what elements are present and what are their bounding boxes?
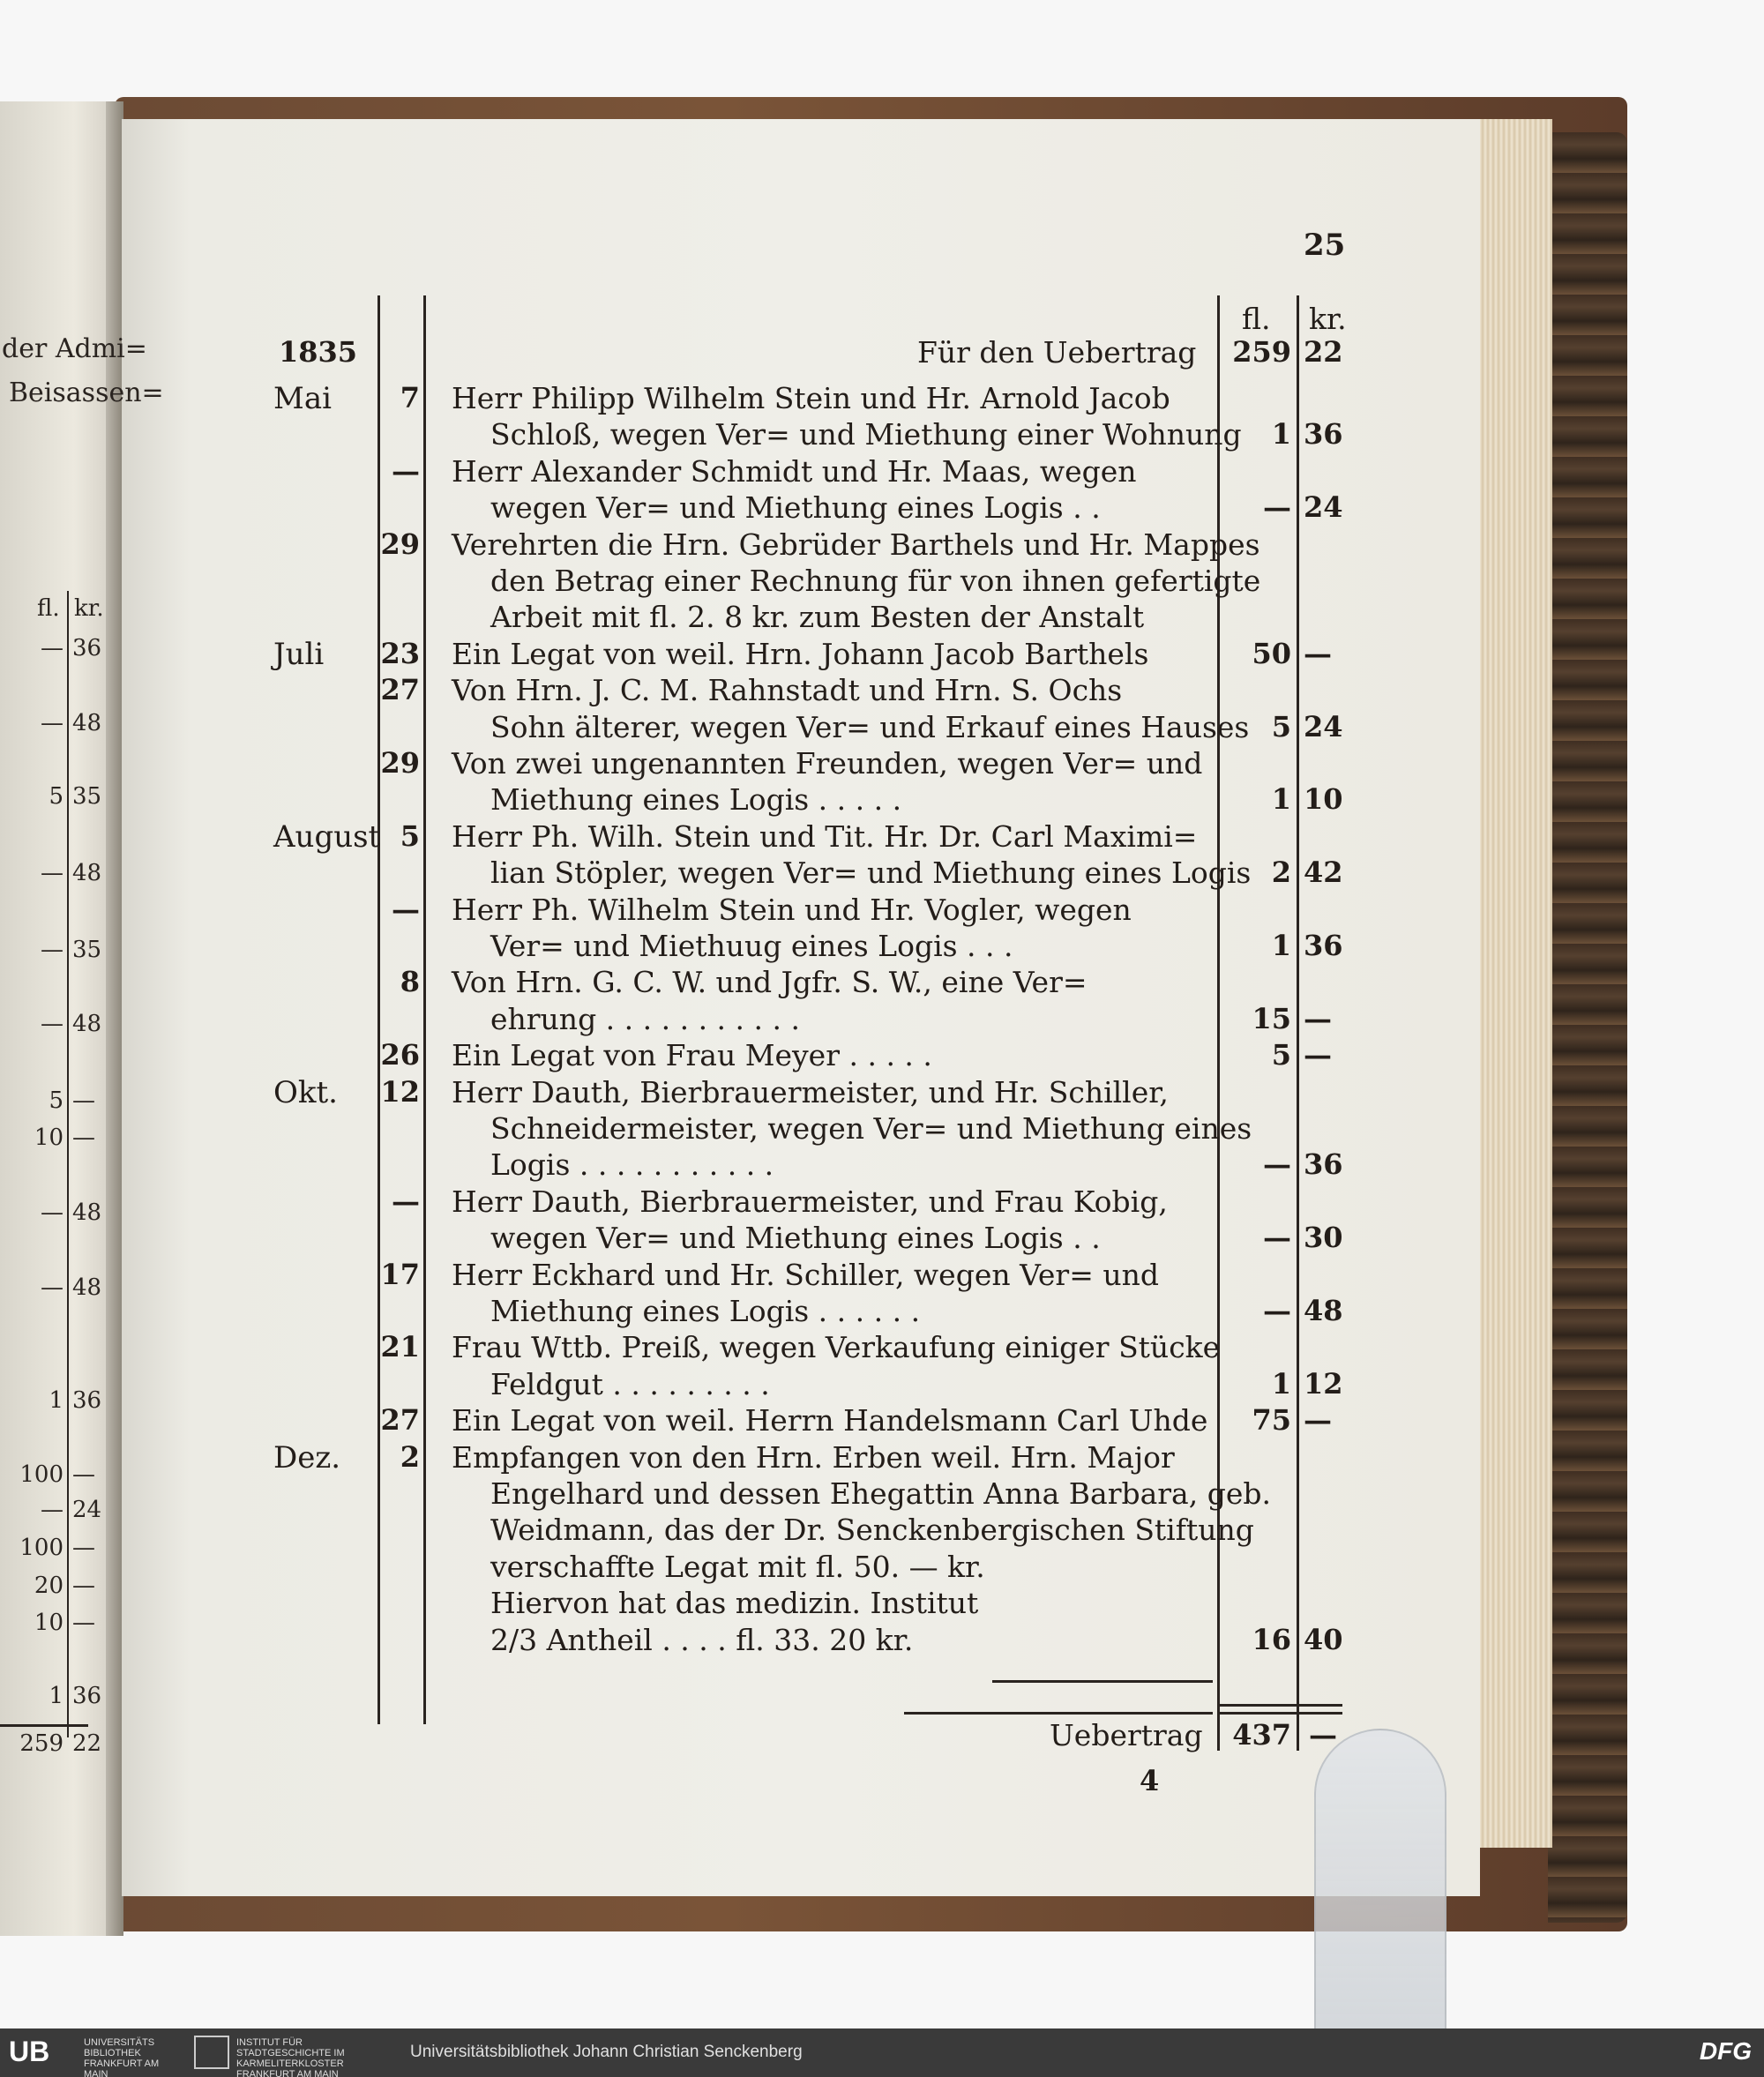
entry-text-line: Von zwei ungenannten Freunden, wegen Ver= und xyxy=(452,746,1203,781)
entry-day: 5 xyxy=(400,818,420,853)
entry-text-line: Herr Dauth, Bierbrauermeister, und Frau Kobig, xyxy=(452,1184,1168,1219)
left-row-fl: 1 xyxy=(49,1683,64,1709)
left-row-kr: 48 xyxy=(72,1011,102,1037)
entry-text-line: Miethung eines Logis . . . . . xyxy=(490,782,902,818)
bookmark-strip xyxy=(1314,1729,1446,2046)
footer-bar xyxy=(0,2028,1764,2077)
left-row-fl: — xyxy=(41,937,64,963)
left-page-gutter xyxy=(106,101,123,1936)
entry-text-line: Ein Legat von weil. Herrn Handelsmann Carl Uhde xyxy=(452,1403,1208,1438)
entry-amount-fl: — xyxy=(1263,1147,1291,1182)
signature-mark: 4 xyxy=(1140,1764,1160,1797)
entry-amount-kr: 36 xyxy=(1304,929,1343,962)
carry-in-fl: 259 xyxy=(1232,335,1291,369)
entry-amount-kr: — xyxy=(1304,1403,1332,1438)
entry-amount-fl: — xyxy=(1263,1294,1291,1327)
left-row-fl: — xyxy=(41,635,64,661)
left-row-kr: — xyxy=(72,1610,95,1636)
total-rule-amount-1 xyxy=(1217,1704,1342,1707)
entry-amount-kr: — xyxy=(1304,636,1332,670)
entry-text-line: Schloß, wegen Ver= und Miethung einer Wohnung xyxy=(490,417,1242,452)
entry-amount-fl: — xyxy=(1263,1221,1291,1255)
entry-day: 12 xyxy=(380,1074,420,1109)
entry-text-line: wegen Ver= und Miethung eines Logis . . xyxy=(490,1221,1101,1256)
left-row-kr: — xyxy=(72,1535,95,1561)
entry-amount-fl: 1 xyxy=(1271,929,1291,962)
left-row-kr: 36 xyxy=(72,1683,102,1709)
entry-amount-fl: 1 xyxy=(1271,782,1291,817)
entry-text-line: Sohn älterer, wegen Ver= und Erkauf eines Hauses xyxy=(490,709,1250,744)
library-name: Universitätsbibliothek Johann Christian Senckenberg xyxy=(410,2043,803,2061)
entry-text-line: Herr Ph. Wilh. Stein und Tit. Hr. Dr. Carl Maximi= xyxy=(452,818,1198,854)
left-row-fl: 20 xyxy=(34,1573,64,1599)
left-row-kr: — xyxy=(72,1461,95,1488)
left-row-kr: 35 xyxy=(72,783,102,810)
entry-day: — xyxy=(392,1184,420,1218)
left-row-kr: 48 xyxy=(72,1274,102,1301)
total-rule xyxy=(904,1712,1213,1715)
year-label: 1835 xyxy=(279,335,358,369)
left-col-kr-header: kr. xyxy=(74,595,104,622)
entry-month: Okt. xyxy=(273,1074,338,1110)
entry-amount-fl: 1 xyxy=(1271,417,1291,452)
left-row-fl: — xyxy=(41,1497,64,1523)
entry-text-line: Engelhard und dessen Ehegattin Anna Barbara, geb. xyxy=(490,1476,1271,1511)
entry-amount-kr: 48 xyxy=(1304,1294,1343,1327)
entry-day: 17 xyxy=(380,1257,420,1291)
entry-text-line: lian Stöpler, wegen Ver= und Miethung eines Logis xyxy=(490,855,1252,891)
entry-text-line: verschaffte Legat mit fl. 50. — kr. xyxy=(490,1549,985,1584)
left-row-kr: 48 xyxy=(72,710,102,736)
entry-amount-fl: 2 xyxy=(1271,855,1291,890)
column-header-kr: kr. xyxy=(1309,302,1347,336)
book-spine-edge xyxy=(1548,132,1627,1923)
left-row-fl: 5 xyxy=(49,783,64,810)
entry-day: — xyxy=(392,892,420,926)
entry-text-line: Herr Philipp Wilhelm Stein und Hr. Arnold Jacob xyxy=(452,381,1170,415)
entry-amount-kr: 42 xyxy=(1304,855,1343,890)
entry-text-line: Schneidermeister, wegen Ver= und Miethung eines xyxy=(490,1111,1252,1146)
entry-text-line: Logis . . . . . . . . . . . xyxy=(490,1147,774,1183)
entry-day: 27 xyxy=(380,1403,420,1438)
left-row-fl: — xyxy=(41,1199,64,1226)
entry-month: Juli xyxy=(273,636,325,672)
total-rule-amount-2 xyxy=(1217,1712,1342,1715)
entry-text-line: Hiervon hat das medizin. Institut xyxy=(490,1586,979,1621)
left-row-fl: 1 xyxy=(49,1387,64,1414)
left-row-fl: — xyxy=(41,860,64,886)
entry-text-line: Empfangen von den Hrn. Erben weil. Hrn. Major xyxy=(452,1439,1175,1475)
left-row-fl: 100 xyxy=(19,1535,64,1561)
institute-logo-icon xyxy=(194,2036,229,2069)
entry-text-line: Ver= und Miethuug eines Logis . . . xyxy=(490,929,1013,963)
entry-text-line: Feldgut . . . . . . . . . xyxy=(490,1366,770,1401)
dfg-logo: DFG xyxy=(1699,2037,1752,2065)
entry-text-line: 2/3 Antheil . . . . fl. 33. 20 kr. xyxy=(490,1622,914,1657)
left-row-fl: 10 xyxy=(34,1610,64,1636)
entry-amount-kr: — xyxy=(1304,1038,1332,1072)
entry-text-line: Ein Legat von Frau Meyer . . . . . xyxy=(452,1038,932,1073)
entry-amount-kr: 30 xyxy=(1304,1221,1343,1255)
carry-in-kr: 22 xyxy=(1304,335,1343,369)
left-row-kr: 36 xyxy=(72,1387,102,1414)
left-page-heading-1: der Admi= xyxy=(2,333,147,364)
entry-amount-kr: 10 xyxy=(1304,782,1343,817)
entry-text-line: den Betrag einer Rechnung für von ihnen gefertigte xyxy=(490,564,1261,598)
entry-month: August xyxy=(273,818,381,855)
column-header-fl: fl. xyxy=(1242,302,1271,336)
entry-amount-kr: 12 xyxy=(1304,1366,1343,1401)
entry-day: 29 xyxy=(380,746,420,780)
left-row-kr: — xyxy=(72,1087,95,1114)
left-row-kr: 48 xyxy=(72,1199,102,1226)
left-row-kr: — xyxy=(72,1124,95,1151)
entry-day: 27 xyxy=(380,673,420,707)
day-column-right-rule xyxy=(423,295,426,1724)
entry-text-line: Von Hrn. J. C. M. Rahnstadt und Hrn. S. Ochs xyxy=(452,673,1123,708)
entry-amount-fl: 5 xyxy=(1271,709,1291,743)
entry-text-line: Miethung eines Logis . . . . . . xyxy=(490,1294,921,1328)
entry-day: 7 xyxy=(400,381,420,415)
left-row-fl: — xyxy=(41,710,64,736)
entry-text-line: Herr Ph. Wilhelm Stein und Hr. Vogler, wegen xyxy=(452,892,1132,927)
entry-month: Mai xyxy=(273,381,332,416)
entry-day: 21 xyxy=(380,1330,420,1364)
entry-text-line: Verehrten die Hrn. Gebrüder Barthels und Hr. Mappes xyxy=(452,527,1260,562)
left-row-fl: — xyxy=(41,1274,64,1301)
carry-in-label: Für den Uebertrag xyxy=(917,335,1197,370)
left-col-fl-header: fl. xyxy=(37,595,60,622)
entry-amount-fl: 5 xyxy=(1271,1038,1291,1072)
entry-amount-fl: 15 xyxy=(1252,1001,1291,1035)
entry-text-line: Weidmann, das der Dr. Senckenbergischen Stiftung xyxy=(490,1513,1254,1548)
entry-day: 8 xyxy=(400,965,420,999)
entry-amount-fl: 16 xyxy=(1252,1622,1291,1656)
left-row-kr: 36 xyxy=(72,635,102,661)
ub-logo: UB xyxy=(9,2036,50,2067)
left-row-fl: — xyxy=(41,1011,64,1037)
entry-text-line: wegen Ver= und Miethung eines Logis . . xyxy=(490,490,1101,526)
page-number: 25 xyxy=(1304,228,1346,263)
left-row-fl: 10 xyxy=(34,1124,64,1151)
entry-text-line: Von Hrn. G. C. W. und Jgfr. S. W., eine Ver= xyxy=(452,965,1088,1000)
institute-name: INSTITUT FÜR STADTGESCHICHTE IM KARMELITERKLOSTER FRANKFURT AM MAIN xyxy=(236,2037,345,2077)
entry-day: 29 xyxy=(380,527,420,561)
entry-text-line: Frau Wttb. Preiß, wegen Verkaufung einiger Stücke xyxy=(452,1330,1221,1365)
entry-text-line: Herr Eckhard und Hr. Schiller, wegen Ver= und xyxy=(452,1257,1159,1292)
entry-day: 26 xyxy=(380,1038,420,1072)
day-column-left-rule xyxy=(377,295,380,1724)
left-row-fl: 100 xyxy=(19,1461,64,1488)
entry-day: 23 xyxy=(380,636,420,670)
entry-text-line: Herr Alexander Schmidt und Hr. Maas, wegen xyxy=(452,453,1137,489)
left-row-fl: 259 xyxy=(19,1730,64,1757)
entry-text-line: ehrung . . . . . . . . . . . xyxy=(490,1001,800,1036)
entry-day: — xyxy=(392,453,420,488)
carry-out-kr: — xyxy=(1309,1718,1337,1752)
entry-amount-kr: — xyxy=(1304,1001,1332,1035)
left-row-kr: 24 xyxy=(72,1497,102,1523)
left-row-fl: 5 xyxy=(49,1087,64,1114)
left-row-kr: — xyxy=(72,1573,95,1599)
entry-amount-fl: — xyxy=(1263,490,1291,525)
entry-month: Dez. xyxy=(273,1439,341,1476)
entry-amount-fl: 75 xyxy=(1252,1403,1291,1438)
left-row-kr: 48 xyxy=(72,860,102,886)
entry-amount-kr: 24 xyxy=(1304,709,1343,743)
left-page-heading-2: Beisassen= xyxy=(9,377,164,408)
subtotal-rule xyxy=(992,1680,1213,1683)
carry-out-label: Uebertrag xyxy=(1050,1718,1203,1752)
left-row-kr: 35 xyxy=(72,937,102,963)
entry-amount-fl: 50 xyxy=(1252,636,1291,670)
entry-day: 2 xyxy=(400,1439,420,1474)
entry-text-line: Arbeit mit fl. 2. 8 kr. zum Besten der Anstalt xyxy=(490,600,1145,635)
ub-logo-subtitle: UNIVERSITÄTS BIBLIOTHEK FRANKFURT AM MAIN xyxy=(84,2037,160,2077)
entry-amount-kr: 24 xyxy=(1304,490,1343,525)
entry-amount-kr: 40 xyxy=(1304,1622,1343,1656)
entry-amount-kr: 36 xyxy=(1304,417,1343,452)
entry-amount-kr: 36 xyxy=(1304,1147,1343,1182)
entry-amount-fl: 1 xyxy=(1271,1366,1291,1401)
kr-column-left-rule xyxy=(1297,295,1299,1751)
left-row-kr: 22 xyxy=(72,1730,102,1757)
entry-text-line: Ein Legat von weil. Hrn. Johann Jacob Barthels xyxy=(452,636,1149,671)
carry-out-fl: 437 xyxy=(1232,1718,1291,1752)
entry-text-line: Herr Dauth, Bierbrauermeister, und Hr. Schiller, xyxy=(452,1074,1169,1109)
